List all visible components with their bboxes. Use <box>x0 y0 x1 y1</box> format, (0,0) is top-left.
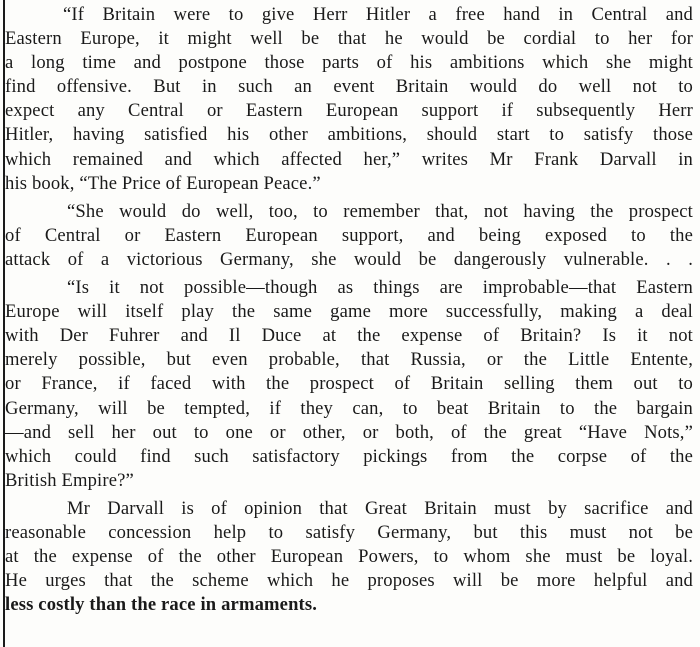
article-body <box>5 3 693 617</box>
text-line: which could find such satisfactory pickings from the corpse of the <box>5 445 693 467</box>
text-line: “If Britain were to give Herr Hitler a free hand in Central and <box>63 4 693 25</box>
text-line: or France, if faced with the prospect of Britain selling them out to <box>5 373 693 395</box>
paragraph-quote-1 <box>5 3 693 196</box>
text-line: find offensive. But in such an event Britain would do well not to <box>5 76 693 98</box>
text-line: Europe will itself play the same game more successfully, making a deal <box>5 301 693 323</box>
text-line: a long time and postpone those parts of his ambitions which she might <box>5 52 693 74</box>
text-line: —and sell her out to one or other, or both, of the great “Have Nots,” <box>5 421 693 443</box>
text-line: his book, “The Price of European Peace.” <box>5 172 321 194</box>
text-line: “She would do well, too, to remember that, not having the prospect <box>67 200 693 222</box>
text-line: attack of a victorious Germany, she would be dangerously vulnerable. . . <box>5 248 693 270</box>
text-line: with Der Fuhrer and Il Duce at the expense of Britain? Is it not <box>5 325 693 347</box>
text-line: merely possible, but even probable, that Russia, or the Little Entente, <box>5 349 693 371</box>
text-line: expect any Central or Eastern European support if subsequently Herr <box>5 100 693 122</box>
text-line: Hitler, having satisfied his other ambitions, should start to satisfy those <box>5 124 693 146</box>
text-line: He urges that the scheme which he proposes will be more helpful and <box>5 570 693 592</box>
text-line: Germany, will be tempted, if they can, to beat Britain to the bargain <box>5 397 693 419</box>
text-line: British Empire?” <box>5 469 134 491</box>
text-line: “Is it not possible—though as things are improbable—that Eastern <box>67 277 693 299</box>
text-line: Eastern Europe, it might well be that he would be cordial to her for <box>5 28 693 50</box>
text-line: less costly than the race in armaments. <box>5 594 318 616</box>
paragraph-commentary <box>5 497 693 617</box>
text-line: of Central or Eastern European support, and being exposed to the <box>5 224 693 246</box>
paragraph-quote-2 <box>5 200 693 272</box>
text-line: Mr Darvall is of opinion that Great Britain must by sacrifice and <box>67 497 693 519</box>
paragraph-quote-3 <box>5 276 693 493</box>
text-line: reasonable concession help to satisfy Germany, but this must not be <box>5 521 693 543</box>
text-line: which remained and which affected her,” writes Mr Frank Darvall in <box>5 148 693 170</box>
text-line: at the expense of the other European Powers, to whom she must be loyal. <box>5 546 693 568</box>
